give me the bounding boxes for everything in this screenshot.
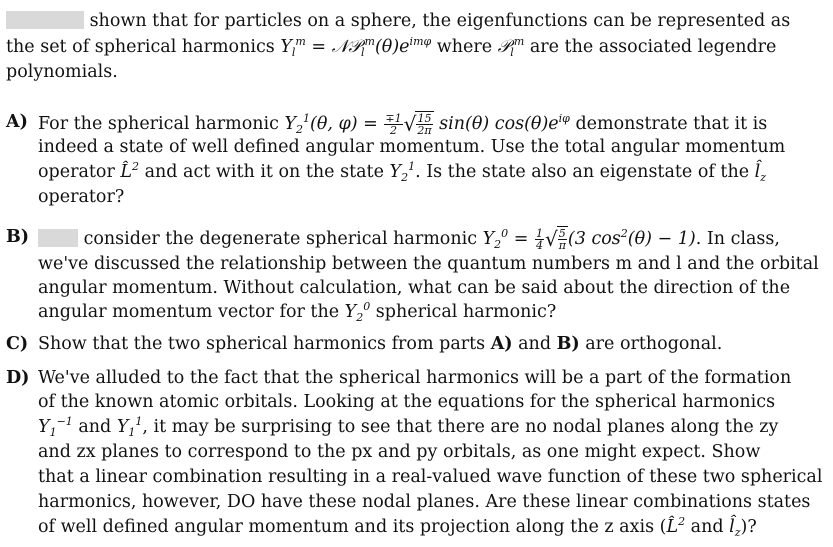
equation-plm: 𝒫$_l^m$ [497,35,525,59]
part-a-line-4: operator? [38,187,125,207]
part-d-line-5: that a linear combination resulting in a real-valued wave function of these two spherical [38,467,823,487]
part-d-line-3: $Y_1^{-1}$ and $Y_1^1$, it may be surprising to see that there are no nodal planes along the zy [38,415,779,439]
part-d-line-2: of the known atomic orbitals. Looking at the equations for the spherical harmonics [38,392,776,412]
operator-l2: L̂$^2$ [666,515,686,537]
part-b-label: B) [6,227,30,247]
part-d-line-6: harmonics, however, DO have these nodal planes. Are these linear combinations states [38,492,811,512]
part-c-line-1: Show that the two spherical harmonics from parts A) and B) are orthogonal. [38,334,723,354]
part-d-line-1: We've alluded to the fact that the spherical harmonics will be a part of the formation [38,368,792,388]
intro-line-1 [6,10,790,32]
part-b-line-3: angular momentum. Without calculation, what can be said about the direction of the [38,278,791,298]
state-y20: $Y_2^0$ [344,300,371,324]
part-a-line-3: operator L̂$^2$ and act with it on the state $Y_2^1$. Is the state also an eigenstate of the $l̂_z$ [38,160,767,184]
part-b-line-1: consider the degenerate spherical harmonic $Y_2^0$ = $\frac{1}{4}$ √ $\frac{5}{\pi}$ (3 $\cos^2(\theta) - 1$). In class, [38,226,780,251]
intro-line-2: the set of spherical harmonics $Y_l^m$ = $𝒩𝒫_l^m(\theta)e^{im\varphi}$ where 𝒫$_l^m$ are the associated legendre [6,35,777,59]
state-y21: $Y_2^1$ [389,160,416,184]
part-d-line-4: and zx planes to correspond to the px and py orbitals, as one might expect. Show [38,442,761,462]
equation-ylm: $Y_l^m$ = $𝒩𝒫_l^m(\theta)e^{im\varphi}$ [280,35,432,59]
redacted-text [38,229,78,247]
equation-y20: $Y_2^0$ = $\frac{1}{4}$ √ $\frac{5}{\pi}$ (3 $\cos^2(\theta) - 1$) [482,227,696,252]
part-a-line-2: indeed a state of well defined angular momentum. Use the total angular momentum [38,137,786,157]
part-a-line-1: For the spherical harmonic $Y_2^1(\theta$, φ) = $\frac{\mp 1}{2}$ √ $\frac{15}{2\pi}$ sin(θ) $\cos(\theta)e^{i\varphi}$ demonstrate that it is [38,112,768,137]
operator-lz: $l̂_z$ [729,517,741,539]
intro-line-3: polynomials. [6,62,118,82]
part-d-line-7: of well defined angular momentum and its projection along the z axis (L̂$^2$ and $l̂_z$)? [38,515,757,539]
part-b-line-4: angular momentum vector for the $Y_2^0$ spherical harmonic? [38,300,557,324]
intro-text-1: shown that for particles on a sphere, the eigenfunctions can be represented as [89,11,791,31]
part-a-label: A) [6,112,28,132]
equation-y21: $Y_2^1(\theta$, φ) = $\frac{\mp 1}{2}$ √ $\frac{15}{2\pi}$ sin(θ) $\cos(\theta)e^{i\varphi}$ [284,112,570,137]
state-y1-minus1: $Y_1^{-1}$ [38,415,73,439]
redacted-text [6,11,84,29]
operator-l2: L̂$^2$ [120,160,140,182]
part-b-line-2: we've discussed the relationship between the quantum numbers m and l and the orbital [38,254,819,274]
part-d-label: D) [6,368,30,388]
state-y11: $Y_1^1$ [116,415,143,439]
part-c-label: C) [6,334,29,354]
operator-lz: $l̂_z$ [754,162,767,184]
